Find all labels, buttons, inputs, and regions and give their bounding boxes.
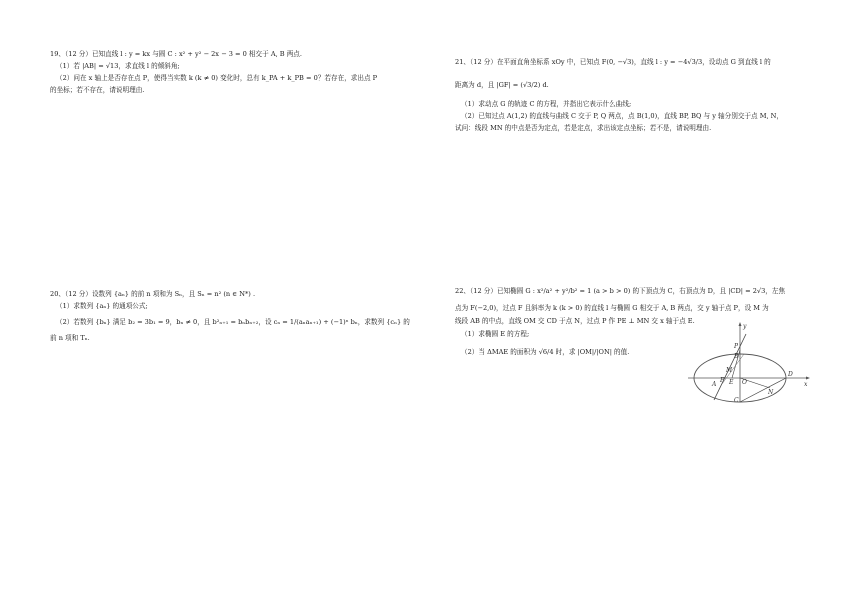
- label-x: x: [804, 381, 808, 388]
- problem-19: [50, 48, 420, 96]
- problem-19-part-1: （1）若 |AB| = √13，求直线 l 的倾斜角;: [56, 62, 180, 70]
- label-c: C: [734, 397, 739, 404]
- label-m: M: [726, 367, 733, 374]
- problem-22-stem: 22、（12 分）已知椭圆 G : x²/a² + y²/b² = 1 (a > b > 0) 的下顶点为 C，右顶点为 D，且 |CD| = 2√3，左焦: [455, 287, 786, 295]
- problem-21-stem: 21、（12 分）在平面直角坐标系 xOy 中，已知点 F(0, −√3)，直线 l : y = −4√3/3，设动点 G 到直线 l 的: [455, 58, 771, 66]
- label-f: F: [720, 377, 725, 384]
- problem-19-part-2: （2）问在 x 轴上是否存在点 P，使得当实数 k (k ≠ 0) 变化时，总有 k_PA + k_PB = 0？若存在，求出点 P: [56, 74, 378, 82]
- problem-21-stem-cont: 距离为 d，且 |GF| = (√3/2) d.: [455, 81, 549, 89]
- problem-21-part-2-cont: 试问：线段 MN 的中点是否为定点，若是定点，求出该定点坐标；若不是，请说明理由.: [455, 124, 712, 132]
- y-axis-arrow: [739, 322, 742, 326]
- problem-20-stem: 20、（12 分）设数列 {aₙ} 的前 n 项和为 Sₙ，且 Sₙ = n² (n ∈ N*) .: [50, 290, 256, 298]
- problem-22-stem-cont-1: 点为 F(−2,0)，过点 F 且斜率为 k (k > 0) 的直线 l 与椭圆 G 相交于 A, B 两点，交 y 轴于点 P，设 M 为: [455, 304, 769, 312]
- problem-22-stem-cont-2: 线段 AB 的中点，直线 OM 交 CD 于点 N，过点 P 作 PE ⊥ MN 交 x 轴于点 E.: [455, 317, 695, 325]
- label-a: A: [712, 381, 717, 388]
- label-b: B: [734, 353, 739, 360]
- problem-22-part-1: （1）求椭圆 E 的方程;: [461, 330, 530, 338]
- ellipse-figure: [682, 320, 812, 404]
- problem-20-part-2-cont: 前 n 项和 Tₙ.: [50, 334, 90, 342]
- label-y: y: [743, 323, 747, 330]
- problem-20-part-1: （1）求数列 {aₙ} 的通项公式;: [56, 302, 148, 310]
- problem-21: [455, 52, 825, 134]
- label-o: O: [742, 379, 747, 386]
- problem-21-part-2: （2）已知过点 A(1,2) 的直线与曲线 C 交于 P, Q 两点，点 B(1,0)，直线 BP, BQ 与 y 轴分别交于点 M, N，: [461, 112, 784, 120]
- problem-19-stem: 19、（12 分）已知直线 l : y = kx 与圆 C : x² + y² − 2x − 3 = 0 相交于 A, B 两点.: [50, 50, 302, 58]
- ellipse-diagram: [682, 320, 812, 404]
- problem-20-part-2: （2）若数列 {bₙ} 满足 b₂ = 3b₁ = 9，bₙ ≠ 0，且 b²ₙ₊₁ = bₙbₙ₊₂，设 cₙ = 1/(aₙaₙ₊₁) + (−1)ⁿ bₙ，求数列 {cₙ} 的: [56, 318, 410, 326]
- problem-22-part-2: （2）当 ΔMAE 的面积为 √6/4 时，求 |OM|/|ON| 的值.: [461, 348, 630, 356]
- label-e: E: [729, 379, 734, 386]
- label-n: N: [768, 389, 774, 396]
- problem-20: [50, 288, 420, 344]
- problem-21-part-1: （1）求动点 G 的轨迹 C 的方程，并指出它表示什么曲线;: [461, 100, 632, 108]
- label-p: P: [734, 343, 739, 350]
- x-axis-arrow: [806, 377, 810, 380]
- problem-19-part-2-cont: 的坐标；若不存在，请说明理由.: [50, 86, 145, 94]
- label-d: D: [788, 371, 793, 378]
